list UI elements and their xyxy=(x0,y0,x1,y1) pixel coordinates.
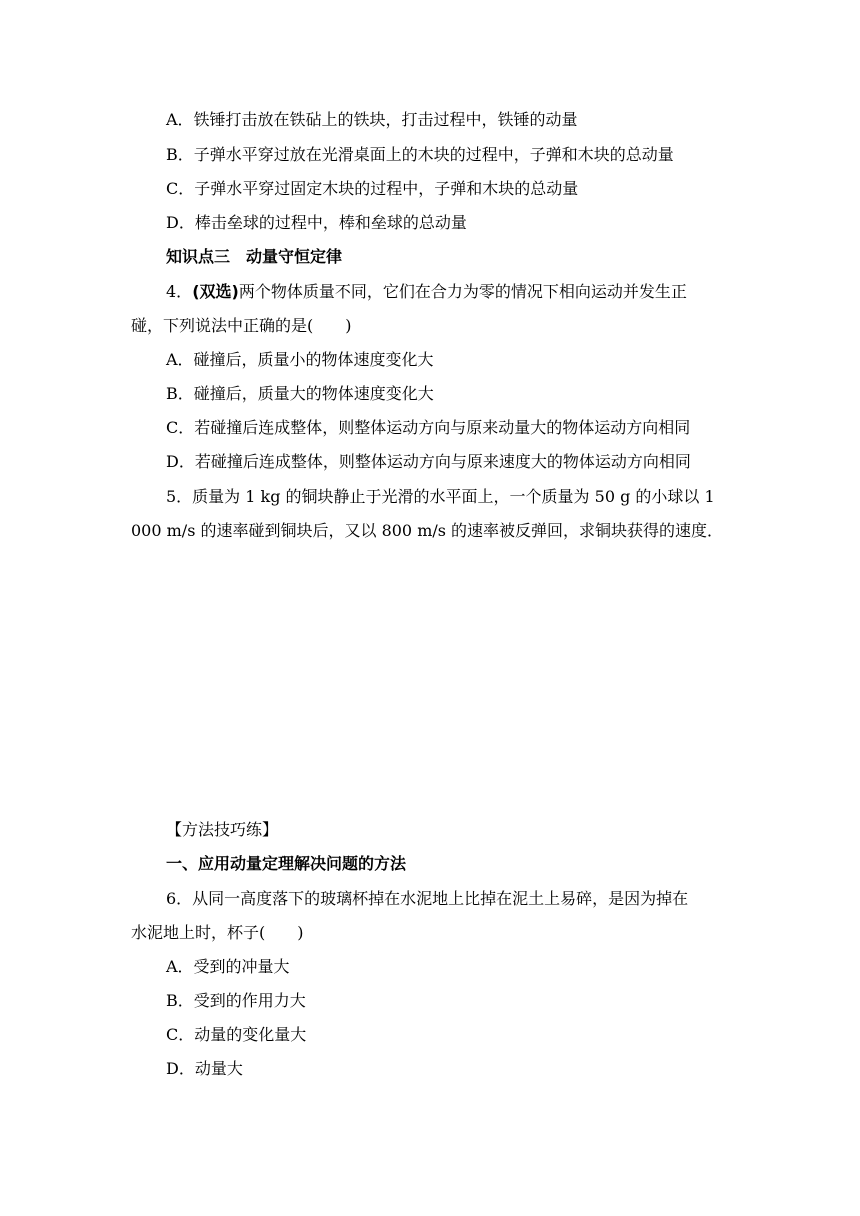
q4-option-c: C．若碰撞后连成整体，则整体运动方向与原来动量大的物体运动方向相同 xyxy=(166,418,691,437)
q4-option-a: A．碰撞后，质量小的物体速度变化大 xyxy=(166,350,434,369)
q6-option-c: C．动量的变化量大 xyxy=(166,1025,307,1044)
q5-stem-line2: 000 m/s 的速率碰到铜块后，又以 800 m/s 的速率被反弹回，求铜块获得的速度． xyxy=(131,521,724,540)
section-title-momentum-conservation: 知识点三 动量守恒定律 xyxy=(166,247,343,266)
method-practice-header: 【方法技巧练】 xyxy=(166,820,279,839)
q6-option-d: D．动量大 xyxy=(166,1059,243,1078)
q4-option-b: B．碰撞后，质量大的物体速度变化大 xyxy=(166,384,434,403)
section-title-impulse-method: 一、应用动量定理解决问题的方法 xyxy=(166,854,407,873)
q6-option-a: A．受到的冲量大 xyxy=(166,957,290,976)
q6-stem-line2: 水泥地上时，杯子( ) xyxy=(131,923,304,942)
q4-option-d: D．若碰撞后连成整体，则整体运动方向与原来速度大的物体运动方向相同 xyxy=(166,452,691,471)
q4-stem-line1 xyxy=(0,281,860,303)
q6-stem-line1: 6．从同一高度落下的玻璃杯掉在水泥地上比掉在泥土上易碎，是因为掉在 xyxy=(166,889,689,908)
q4-double-choice-tag: (双选) xyxy=(192,282,239,301)
q3-option-d: D．棒击垒球的过程中，棒和垒球的总动量 xyxy=(166,213,467,232)
q4-stem-text: 两个物体质量不同，它们在合力为零的情况下相向运动并发生正 xyxy=(238,282,687,301)
q5-stem-line1: 5．质量为 1 kg 的铜块静止于光滑的水平面上，一个质量为 50 g 的小球以 1 xyxy=(166,487,715,506)
q6-option-b: B．受到的作用力大 xyxy=(166,991,306,1010)
q3-option-c: C．子弹水平穿过固定木块的过程中，子弹和木块的总动量 xyxy=(166,179,579,198)
q3-option-b: B．子弹水平穿过放在光滑桌面上的木块的过程中，子弹和木块的总动量 xyxy=(166,145,674,164)
q4-number: 4． xyxy=(166,282,193,301)
q3-option-a: A．铁锤打击放在铁砧上的铁块，打击过程中，铁锤的动量 xyxy=(166,110,578,129)
q4-stem-line2: 碰，下列说法中正确的是( ) xyxy=(131,316,352,335)
